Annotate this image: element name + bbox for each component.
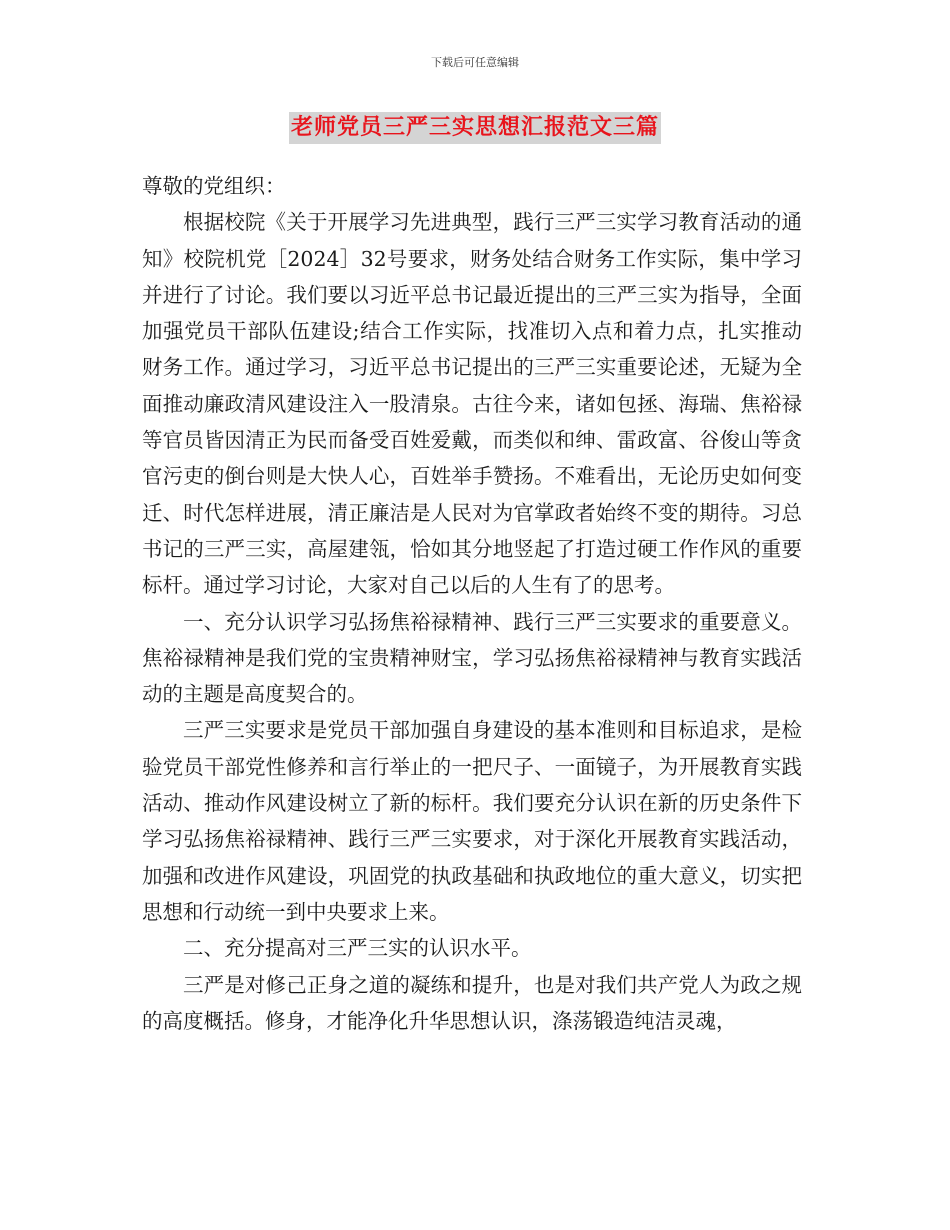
document-title: 老师党员三严三实思想汇报范文三篇 [289, 112, 661, 144]
title-container [0, 112, 950, 144]
salutation: 尊敬的党组织： [142, 174, 286, 198]
document-body [142, 168, 802, 1039]
paragraph-requirements: 三严三实要求是党员干部加强自身建设的基本准则和目标追求，是检验党员干部党性修养和言行举止的一把尺子、一面镜子，为开展教育实践活动、推动作风建设树立了新的标杆。我们要充分认识在新的历史条件下学习弘扬焦裕禄精神、践行三严三实要求，对于深化开展教育实践活动，加强和改进作风建设，巩固党的执政基础和执政地位的重大意义，切实把思想和行动统一到中央要求上来。 [142, 718, 802, 924]
paragraph-intro: 根据校院《关于开展学习先进典型，践行三严三实学习教育活动的通知》校院机党［2024］32号要求，财务处结合财务工作实际，集中学习并进行了讨论。我们要以习近平总书记最近提出的三严三实为指导，全面加强党员干部队伍建设;结合工作实际，找准切入点和着力点，扎实推动财务工作。通过学习，习近平总书记提出的三严三实重要论述，无疑为全面推动廉政清风建设注入一股清泉。古往今来，诸如包拯、海瑞、焦裕禄等官员皆因清正为民而备受百姓爱戴，而类似和绅、雷政富、谷俊山等贪官污吏的倒台则是大快人心，百姓举手赞扬。不难看出，无论历史如何变迁、时代怎样进展，清正廉洁是人民对为官掌政者始终不变的期待。习总书记的三严三实，高屋建瓴，恰如其分地竖起了打造过硬工作作风的重要标杆。通过学习讨论，大家对自己以后的人生有了的思考。 [142, 210, 802, 598]
paragraph-section-one: 一、充分认识学习弘扬焦裕禄精神、践行三严三实要求的重要意义。焦裕禄精神是我们党的宝贵精神财宝，学习弘扬焦裕禄精神与教育实践活动的主题是高度契合的。 [142, 609, 802, 707]
page-header-note: 下载后可任意编辑 [431, 56, 519, 69]
paragraph-section-two: 二、充分提高对三严三实的认识水平。 [183, 936, 532, 961]
paragraph-three-strict: 三严是对修己正身之道的凝练和提升，也是对我们共产党人为政之规的高度概括。修身，才能净化升华思想认识，涤荡锻造纯洁灵魂， [142, 972, 802, 1033]
